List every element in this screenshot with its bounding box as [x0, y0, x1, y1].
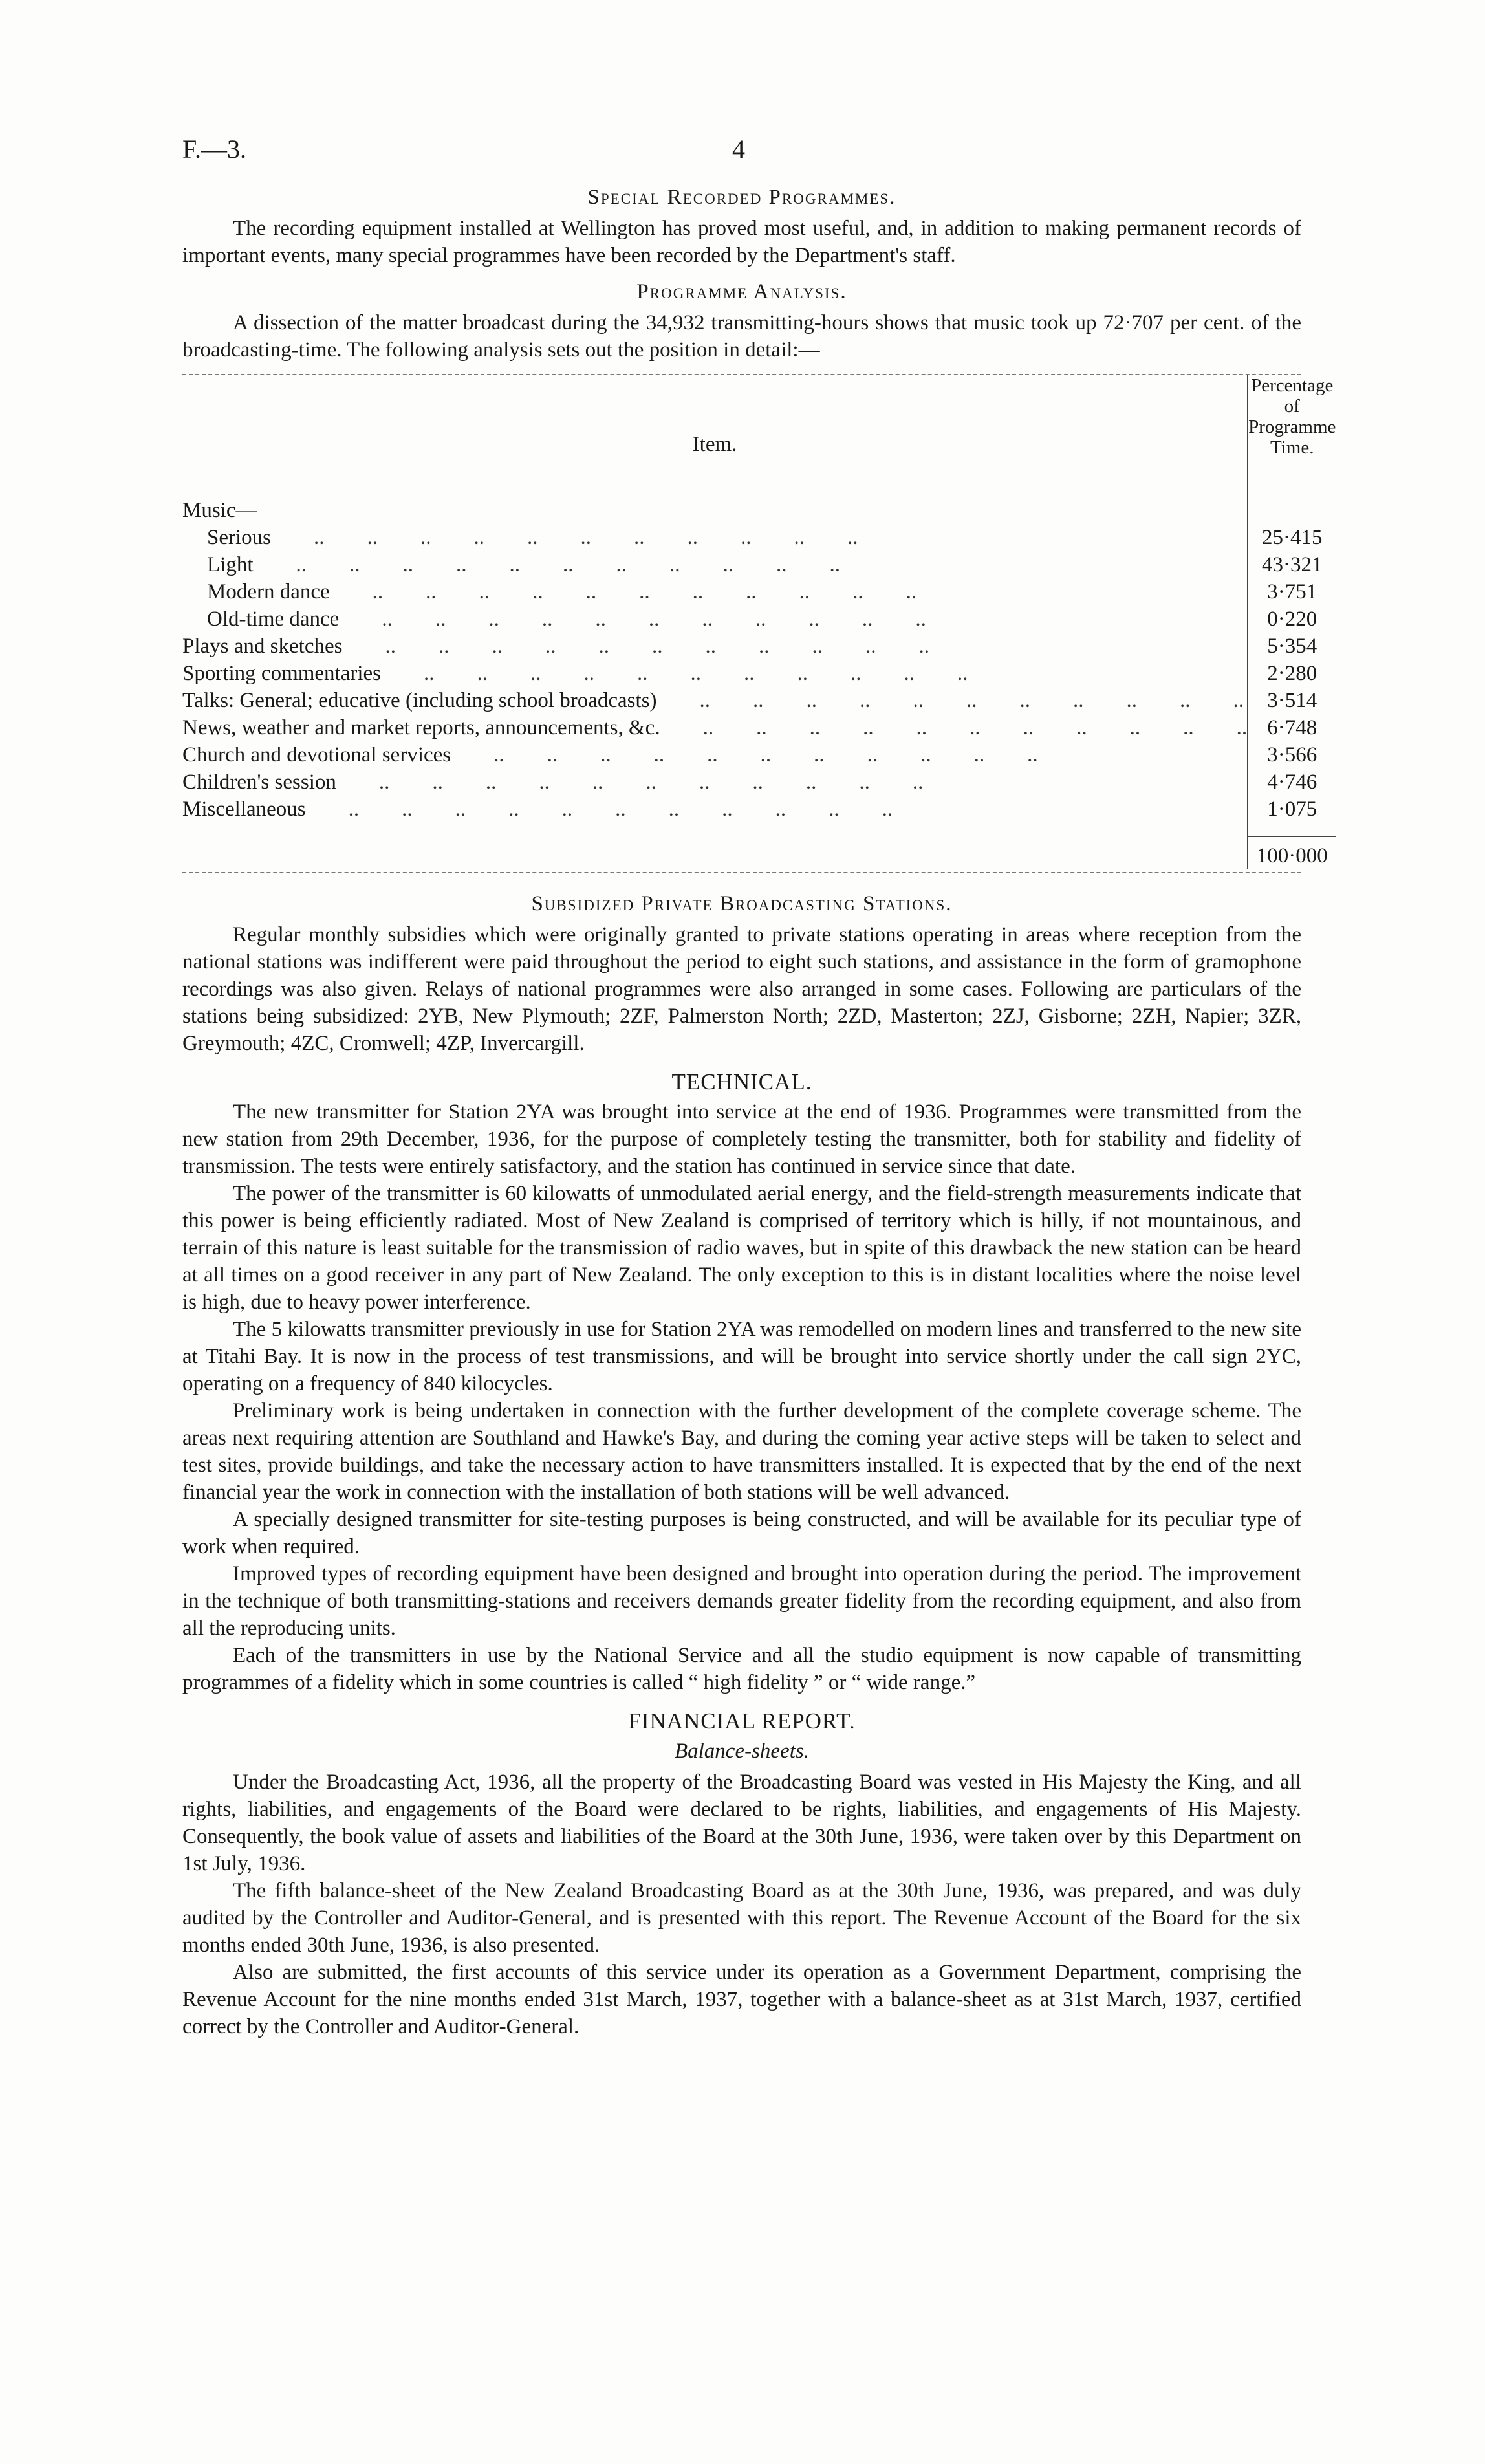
leader-dots: .. .. .. .. .. .. .. .. .. .. .. [336, 770, 924, 794]
row-value: 5·354 [1248, 633, 1336, 660]
row-label [182, 551, 1248, 578]
paragraph: Regular monthly subsidies which were originally granted to private stations operating in areas where reception from the national stations was indifferent were paid throughout the period to eight such stations, and assistance in the form of gramophone recordings was also given. Relays of national programmes were also arranged in some cases. Following are particulars of the stations being subsidized: 2YB, New Plymouth; 2ZF, Palmerston North; 2ZD, Masterton; 2ZJ, Gisborne; 2ZH, Napier; 3ZR, Greymouth; 4ZC, Cromwell; 4ZP, Invercargill. [182, 923, 1301, 1055]
column-header-item: Item. [692, 433, 737, 456]
page-number: 4 [732, 135, 745, 164]
row-label-text: Light [207, 553, 254, 576]
heading-financial-report: FINANCIAL REPORT. [628, 1708, 856, 1734]
subheading-balance-sheets: Balance-sheets. [674, 1739, 809, 1763]
row-label-text: Sporting commentaries [182, 662, 382, 685]
row-value: 43·321 [1248, 551, 1336, 578]
programme-analysis-table [182, 374, 1336, 873]
table-total-value: 100·000 [1248, 836, 1336, 869]
table-row [182, 660, 1336, 687]
row-value: 4·746 [1248, 769, 1336, 796]
table-row [182, 524, 1336, 551]
page-header [182, 136, 1301, 175]
row-value: 3·566 [1248, 741, 1336, 769]
section-recorded-body [182, 215, 1301, 269]
table-row [182, 687, 1336, 714]
row-label-text: Miscellaneous [182, 798, 306, 821]
leader-dots: .. .. .. .. .. .. .. .. .. .. .. [253, 553, 840, 576]
section-technical-body [182, 1098, 1301, 1696]
column-header-percentage: Percentage of Programme Time. [1248, 375, 1336, 458]
row-label [182, 578, 1248, 605]
paragraph: A specially designed transmitter for site-testing purposes is being constructed, and will be available for its peculiar type of work when required. [182, 1508, 1301, 1558]
heading-subsidized-stations: Subsidized Private Broadcasting Stations. [531, 892, 953, 915]
table-bottom-rule [182, 872, 1301, 873]
leader-dots: .. .. .. .. .. .. .. .. .. .. .. [342, 635, 929, 658]
paragraph: Also are submitted, the first accounts of this service under its operation as a Government Department, comprising the Revenue Account for the nine months ended 31st March, 1937, together with a balance-sheet as at 31st March, 1937, certified correct by the Controller and Auditor-General. [182, 1961, 1301, 2038]
leader-dots: .. .. .. .. .. .. .. .. .. .. .. [271, 526, 858, 549]
heading-technical: TECHNICAL. [671, 1069, 812, 1095]
leader-dots: .. .. .. .. .. .. .. .. .. .. .. [381, 662, 968, 685]
row-value: 0·220 [1248, 605, 1336, 633]
leader-dots: .. .. .. .. .. .. .. .. .. .. .. [339, 607, 926, 631]
row-label [182, 769, 1248, 796]
paragraph: The power of the transmitter is 60 kilowatts of unmodulated aerial energy, and the field-strength measurements indicate that this power is being efficiently radiated. Most of New Zealand is comprised of territory which is hilly, if not mountainous, and terrain of this nature is least suitable for the transmission of radio waves, but in spite of this drawback the new station can be heard at all times on a good receiver in any part of New Zealand. The only exception to this is in distant localities where the noise level is high, due to heavy power interference. [182, 1182, 1301, 1314]
leader-dots: .. .. .. .. .. .. .. .. .. .. .. [660, 716, 1248, 739]
paragraph: The new transmitter for Station 2YA was brought into service at the end of 1936. Programmes were transmitted from the new station from 29th December, 1936, for the purpose of completely testing the transmitter, both for stability and fidelity of transmission. The tests were entirely satisfactory, and the station has continued in service since that date. [182, 1100, 1301, 1178]
paragraph: The recording equipment installed at Wellington has proved most useful, and, in addition to making permanent records of important events, many special programmes have been recorded by the Department's staff. [182, 217, 1301, 267]
leader-dots: .. .. .. .. .. .. .. .. .. .. .. [451, 743, 1038, 767]
row-label-text: Church and devotional services [182, 743, 451, 767]
row-value: 3·514 [1248, 687, 1336, 714]
table-row [182, 769, 1336, 796]
row-label [182, 633, 1248, 660]
heading-recorded-programmes: Special Recorded Programmes. [587, 186, 896, 209]
paragraph: Preliminary work is being undertaken in connection with the further development of the complete coverage scheme. The areas next requiring attention are Southland and Hawke's Bay, and during the coming year active steps will be taken to select and test sites, provide buildings, and take the necessary action to have transmitters installed. It is expected that by the end of the next financial year the work in connection with the installation of both stations will be well advanced. [182, 1399, 1301, 1504]
row-label [182, 741, 1248, 769]
leader-dots: .. .. .. .. .. .. .. .. .. .. .. [305, 798, 893, 821]
row-value: 25·415 [1248, 524, 1336, 551]
leader-dots: .. .. .. .. .. .. .. .. .. .. .. [329, 580, 917, 604]
row-label-text: Plays and sketches [182, 635, 343, 658]
row-label [182, 524, 1248, 551]
row-value: 3·751 [1248, 578, 1336, 605]
row-label-text: Modern dance [207, 580, 330, 604]
row-label [182, 687, 1248, 714]
row-label-text: Old-time dance [207, 607, 340, 631]
table-row [182, 741, 1336, 769]
row-value: 2·280 [1248, 660, 1336, 687]
heading-programme-analysis: Programme Analysis. [636, 280, 847, 303]
paragraph: The 5 kilowatts transmitter previously in use for Station 2YA was remodelled on modern lines and transferred to the new site at Titahi Bay. It is now in the process of test transmissions, and will be brought into service shortly under the call sign 2YC, operating on a frequency of 840 kilocycles. [182, 1318, 1301, 1395]
paragraph: A dissection of the matter broadcast during the 34,932 transmitting-hours shows that music took up 72·707 per cent. of the broadcasting-time. The following analysis sets out the position in detail:— [182, 311, 1301, 362]
table-row [182, 796, 1336, 823]
row-label-text: Talks: General; educative (including school broadcasts) [182, 689, 657, 712]
row-label [182, 714, 1248, 741]
table-row [182, 633, 1336, 660]
paragraph: The fifth balance-sheet of the New Zealand Broadcasting Board as at the 30th June, 1936, was prepared, and was duly audited by the Controller and Auditor-General, and is presented with this report. The Revenue Account of the Board for the six months ended 30th June, 1936, is also presented. [182, 1879, 1301, 1957]
row-label-text: Serious [207, 526, 271, 549]
section-financial-body [182, 1769, 1301, 2040]
row-label [182, 605, 1248, 633]
row-label-text: News, weather and market reports, announcements, &c. [182, 716, 660, 739]
row-label [182, 796, 1248, 823]
row-label [182, 660, 1248, 687]
document-reference: F.—3. [182, 135, 247, 164]
paragraph: Improved types of recording equipment have been designed and brought into operation during the period. The improvement in the technique of both transmitting-stations and receivers demands greater fidelity from the recording equipment, and also from all the reproducing units. [182, 1562, 1301, 1640]
row-value: 1·075 [1248, 796, 1336, 823]
section-analysis-body [182, 309, 1301, 364]
row-label-text: Children's session [182, 770, 336, 794]
document-page [182, 135, 1336, 2040]
table-row [182, 551, 1336, 578]
section-subsidized-body [182, 921, 1301, 1057]
table-row [182, 714, 1336, 741]
table-row [182, 578, 1336, 605]
paragraph: Under the Broadcasting Act, 1936, all the property of the Broadcasting Board was vested in His Majesty the King, and all rights, liabilities, and engagements of the Board were declared to be rights, liabilities, and engagements of His Majesty. Consequently, the book value of assets and liabilities of the Board at the 30th June, 1936, were taken over by this Department on 1st July, 1936. [182, 1771, 1301, 1875]
leader-dots: .. .. .. .. .. .. .. .. .. .. .. [656, 689, 1244, 712]
row-value: 6·748 [1248, 714, 1336, 741]
paragraph: Each of the transmitters in use by the National Service and all the studio equipment is now capable of transmitting programmes of a fidelity which in some countries is called “ high fidelity ” or “ wide range.” [182, 1644, 1301, 1694]
table-row [182, 605, 1336, 633]
table-group-label: Music— [182, 499, 257, 522]
